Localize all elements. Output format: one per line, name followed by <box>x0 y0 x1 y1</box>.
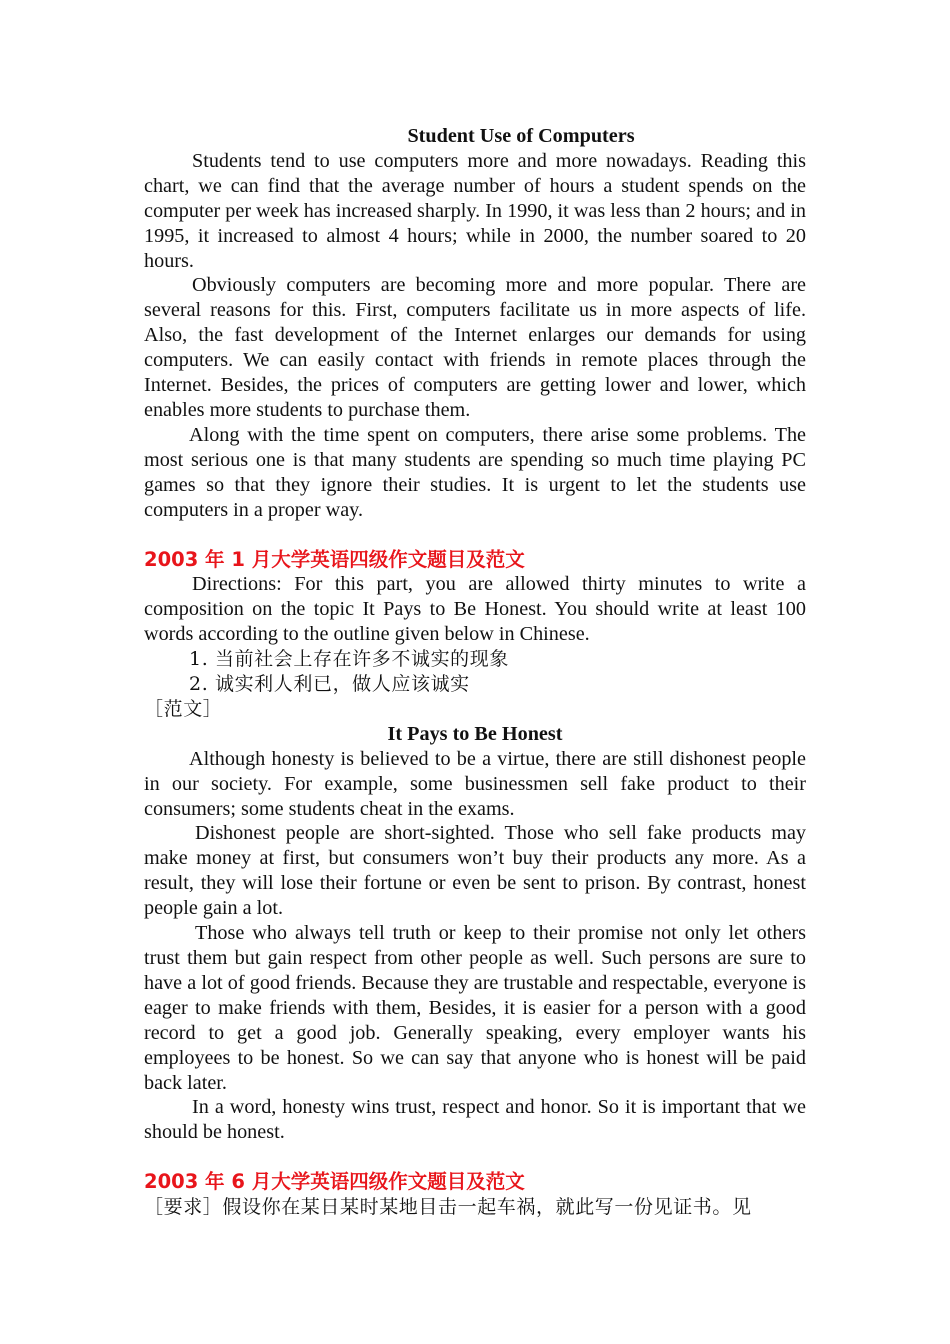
outline-item-2: 2. 诚实利人利已，做人应该诚实 <box>189 673 470 696</box>
directions-paragraph: Directions: For this part, you are allowed thirty minutes to write a composition on the topic It Pays to Be Honest. You should write at least 100 words according to the outline given below in Chinese. <box>144 573 806 646</box>
sample-paragraph-3: Those who always tell truth or keep to their promise not only let others trust them but gain respect from other people as well. Such persons are sure to have a lot of good friends. Because they are trustable and respectable, everyone is eager to make friends with them, Besides, it is easier for a person with a good record to get a good job. Generally speaking, every employer wants his employees to be honest. So we can say that anyone who is honest will be paid back later. <box>144 922 806 1094</box>
sample-paragraph-2: Dishonest people are short-sighted. Those who sell fake products may make money at first, but consumers won’t buy their products any more. As a result, they will lose their fortune or even be sent to prison. By contrast, honest people gain a lot. <box>144 822 806 920</box>
sample-essay-title: It Pays to Be Honest <box>387 722 563 745</box>
essay-paragraph-3: Along with the time spent on computers, there arise some problems. The most serious one is that many students are spending so much time playing PC games so that they ignore their studies. It is urgent to let the students use computers in a proper way. <box>144 423 806 521</box>
essay-paragraph-2: Obviously computers are becoming more and more popular. There are several reasons for this. First, computers facilitate us in more aspects of life. Also, the fast development of the Internet enlarges our demands for using computers. We can easily contact with friends in remote places through the Internet. Besides, the prices of computers are getting lower and lower, which enables more students to purchase them. <box>144 274 806 421</box>
requirement-text: ［要求］假设你在某日某时某地目击一起车祸，就此写一份见证书。见 <box>144 1196 752 1219</box>
sample-label: ［范文］ <box>144 697 223 720</box>
outline-item-1: 1. 当前社会上存在许多不诚实的现象 <box>189 648 509 671</box>
section-heading-2003-jun: 2003 年 6 月大学英语四级作文题目及范文 <box>144 1170 525 1194</box>
sample-paragraph-4: In a word, honesty wins trust, respect and honor. So it is important that we should be honest. <box>144 1096 806 1144</box>
essay-title: Student Use of Computers <box>407 125 635 147</box>
section-heading-2003-jan: 2003 年 1 月大学英语四级作文题目及范文 <box>144 547 525 571</box>
sample-paragraph-1: Although honesty is believed to be a virtue, there are still dishonest people in our society. For example, some businessmen sell fake product to their consumers; some students cheat in the exams. <box>144 747 806 820</box>
document-page <box>144 124 806 1220</box>
essay-paragraph-1: Students tend to use computers more and more nowadays. Reading this chart, we can find that the average number of hours a student spends on the computer per week has increased sharply. In 1990, it was less than 2 hours; and in 1995, it increased to almost 4 hours; while in 2000, the number soared to 20 hours. <box>144 149 806 272</box>
